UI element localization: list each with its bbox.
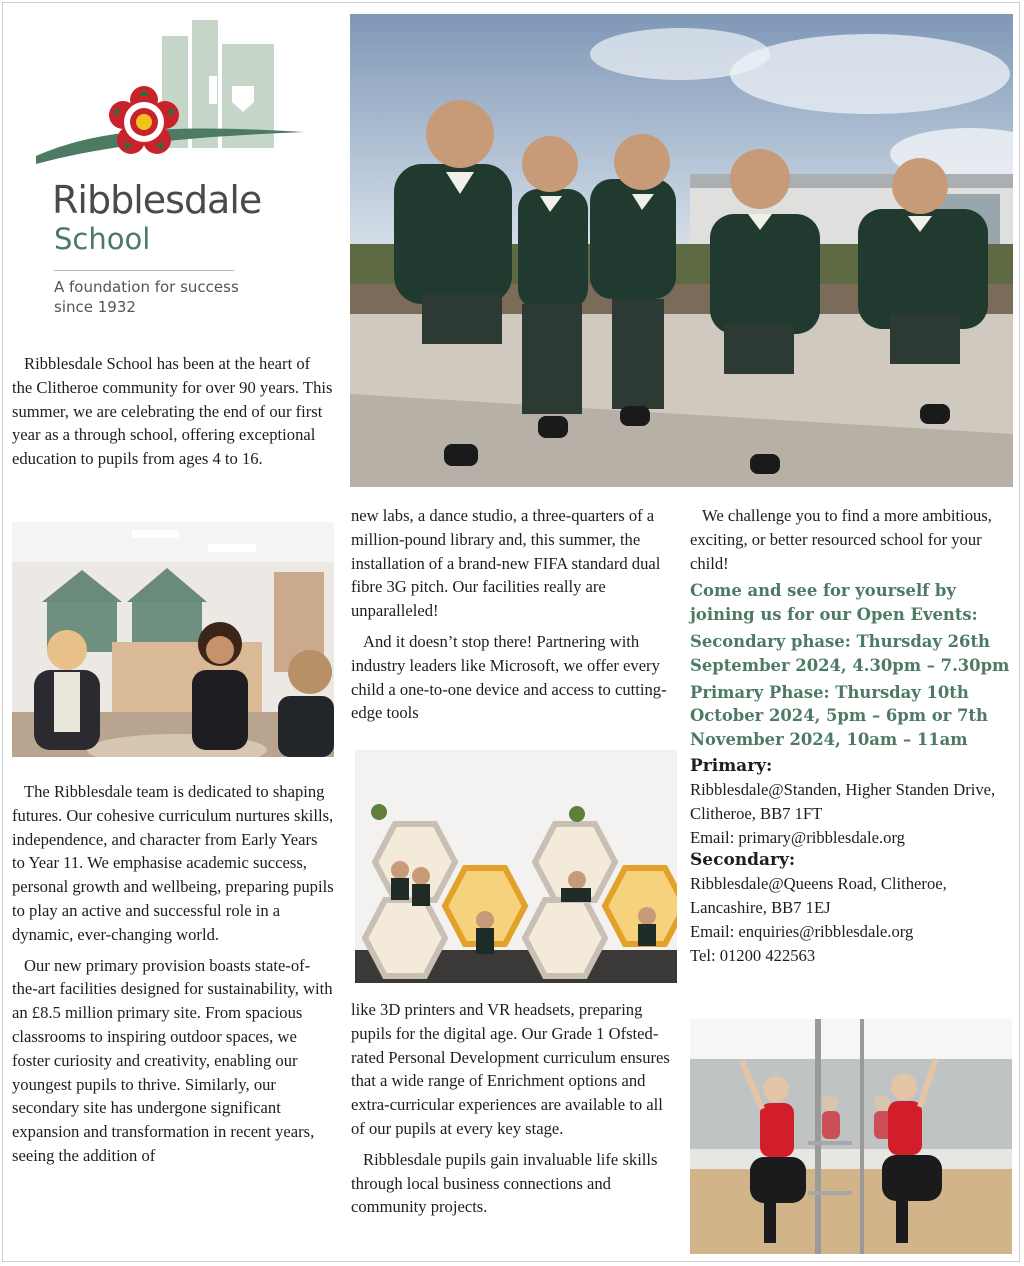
- logo-name: Ribblesdale: [52, 178, 262, 222]
- challenge-text: We challenge you to find a more ambitious, exciting, or better resourced school for your child!: [690, 506, 992, 573]
- tools-paragraph: [351, 998, 673, 1219]
- primary-label: Primary:: [690, 755, 773, 776]
- reading-nook-photo: [355, 750, 677, 983]
- secondary-label: Secondary:: [690, 850, 796, 871]
- logo-tagline-2: since 1932: [54, 298, 136, 316]
- logo-school: School: [54, 222, 151, 256]
- partners-text: And it doesn’t stop there! Partnering with industry leaders like Microsoft, we offer every child a one-to-one device and access to cutting-edge tools: [351, 631, 667, 723]
- logo-divider: [54, 270, 234, 271]
- primary-event-text: Primary Phase: Thursday 10th October 2024, 5pm – 6pm or 7th November 2024, 10am – 11am: [690, 682, 988, 750]
- primary-email: Email: primary@ribblesdale.org: [690, 827, 905, 847]
- facilities-paragraph: [351, 504, 673, 725]
- secondary-email: Email: enquiries@ribblesdale.org: [690, 921, 914, 941]
- primary-provision-text: Our new primary provision boasts state-of-the-art facilities designed for sustainability, with an £8.5 million primary site. From spacious classrooms to inspiring outdoor spaces, we foster curiosity and creativity, enabling our youngest pupils to thrive. Similarly, our secondary site has undergone significant expansion and transformation in recent years, seeing the addition of: [12, 955, 333, 1165]
- hero-photo-children-running: [350, 14, 1013, 487]
- dance-studio-photo: [690, 1019, 1012, 1254]
- secondary-address: Ribblesdale@Queens Road, Clitheroe, Lancashire, BB7 1EJ: [690, 874, 947, 918]
- secondary-event-text: Secondary phase: Thursday 26th September 2024, 4.30pm – 7.30pm: [690, 631, 1010, 675]
- primary-address: Ribblesdale@Standen, Higher Standen Drive, Clitheroe, BB7 1FT: [690, 779, 996, 823]
- telephone: Tel: 01200 422563: [690, 945, 816, 965]
- team-text: The Ribblesdale team is dedicated to shaping futures. Our cohesive curriculum nurtures skills, independence, and character from Early Years to Year 11. We emphasise academic success, personal growth and wellbeing, preparing pupils to play an active and successful role in a dynamic, ever-changing world.: [12, 782, 334, 944]
- team-paragraph: [12, 780, 334, 1168]
- open-events-section: [690, 504, 1014, 968]
- logo-emblem: [28, 14, 318, 174]
- school-logo: [28, 14, 328, 324]
- tools-text: like 3D printers and VR headsets, preparing pupils for the digital age. Our Grade 1 Ofsted-rated Personal Development curriculum ensures that a wide range of Enrichment options and extra-curricular experiences are available to all of our pupils at every key stage.: [351, 1000, 670, 1138]
- skills-text: Ribblesdale pupils gain invaluable life skills through local business connections and community projects.: [351, 1149, 658, 1217]
- come-see-heading: Come and see for yourself by joining us for our Open Events:: [690, 581, 978, 625]
- intro-paragraph: [12, 352, 334, 471]
- logo-tagline-1: A foundation for success: [54, 278, 239, 296]
- facilities-text: new labs, a dance studio, a three-quarters of a million-pound library and, this summer, the installation of a brand-new FIFA standard dual fibre 3G pitch. Our facilities really are unparalleled!: [351, 506, 661, 621]
- classroom-photo: [12, 522, 334, 757]
- intro-text: Ribblesdale School has been at the heart of the Clitheroe community for over 90 years. This summer, we are celebrating the end of our first year as a through school, offering exceptional education to pupils from ages 4 to 16.: [12, 354, 333, 469]
